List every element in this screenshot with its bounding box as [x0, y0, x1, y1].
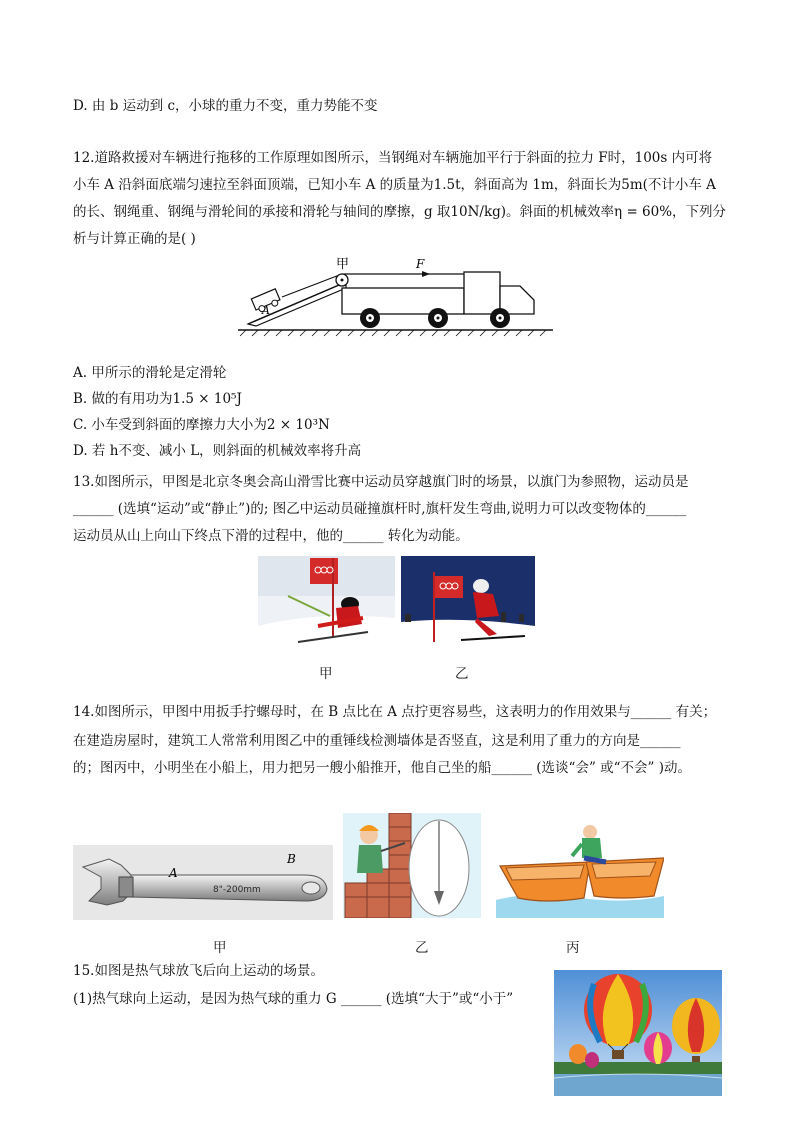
label-car-a: A [262, 304, 270, 317]
wrench-engraving: 8"-200mm [213, 885, 261, 895]
q12-line-3: 的长、钢绳重、钢绳与滑轮间的承接和滑轮与轴间的摩擦，g 取10N/kg)。斜面的机械效率η = 60%，下列分 [73, 204, 727, 220]
q13-line-3: 运动员从山上向山下终点下滑的过程中，他的______ 转化为动能。 [73, 528, 469, 544]
wrench-label-a: A [169, 866, 178, 880]
q15-line-2: (1)热气球向上运动，是因为热气球的重力 G ______ (选填“大于”或“小于” [73, 991, 514, 1007]
q14-caption-yi: 乙 [415, 940, 429, 956]
wrench-label-b: B [287, 852, 296, 866]
q12-option-a: A. 甲所示的滑轮是定滑轮 [73, 365, 227, 381]
hot-air-balloon-photo [554, 970, 722, 1096]
q12-option-c: C. 小车受到斜面的摩擦力大小为2 × 10³N [73, 417, 330, 433]
plumb-line-illustration [343, 813, 481, 918]
label-jia: 甲 [336, 257, 350, 272]
q12-option-d: D. 若 h不变、减小 L，则斜面的机械效率将升高 [73, 443, 362, 459]
q12-line-1: 12.道路救援对车辆进行拖移的工作原理如图所示，当钢绳对车辆施加平行于斜面的拉力 F时，100s 内可将 [73, 150, 713, 166]
q13-line-1: 13.如图所示，甲图是北京冬奥会高山滑雪比赛中运动员穿越旗门时的场景，以旗门为参照物，运动员是 [73, 474, 689, 490]
q14-line-2: 在建造房屋时，建筑工人常常利用图乙中的重锤线检测墙体是否竖直，这是利用了重力的方向是______ [73, 733, 681, 749]
tow-truck-figure [238, 252, 556, 342]
skier-photo-jia [258, 556, 395, 652]
q14-line-1: 14.如图所示，甲图中用扳手拧螺母时，在 B 点比在 A 点拧更容易些，这表明力的作用效果与______ 有关； [73, 704, 717, 720]
q13-line-2: ______ (选填“运动”或“静止”)的; 图乙中运动员碰撞旗杆时,旗杆发生弯曲,说明力可以改变物体的______ [73, 501, 687, 517]
q12-line-4: 析与计算正确的是( ) [73, 231, 196, 247]
q12-line-2: 小车 A 沿斜面底端匀速拉至斜面顶端，已知小车 A 的质量为1.5t，斜面高为 1m，斜面长为5m(不计小车 A [73, 177, 716, 193]
wrench-photo [73, 845, 333, 920]
boats-illustration [496, 818, 664, 918]
q11-option-d: D. 由 b 运动到 c，小球的重力不变，重力势能不变 [73, 98, 378, 114]
q13-caption-yi: 乙 [455, 666, 469, 682]
q12-option-b: B. 做的有用功为1.5 × 10⁵J [73, 391, 242, 407]
label-force-f: F [416, 257, 425, 271]
q14-caption-jia: 甲 [213, 940, 227, 956]
q14-caption-bing: 丙 [566, 940, 580, 956]
q13-caption-jia: 甲 [319, 666, 333, 682]
q15-line-1: 15.如图是热气球放飞后向上运动的场景。 [73, 963, 324, 979]
q14-line-3: 的；图丙中，小明坐在小船上，用力把另一艘小船推开，他自己坐的船______ (选谈“会” 或“不会” )动。 [73, 760, 692, 776]
skier-photo-yi [401, 556, 535, 652]
